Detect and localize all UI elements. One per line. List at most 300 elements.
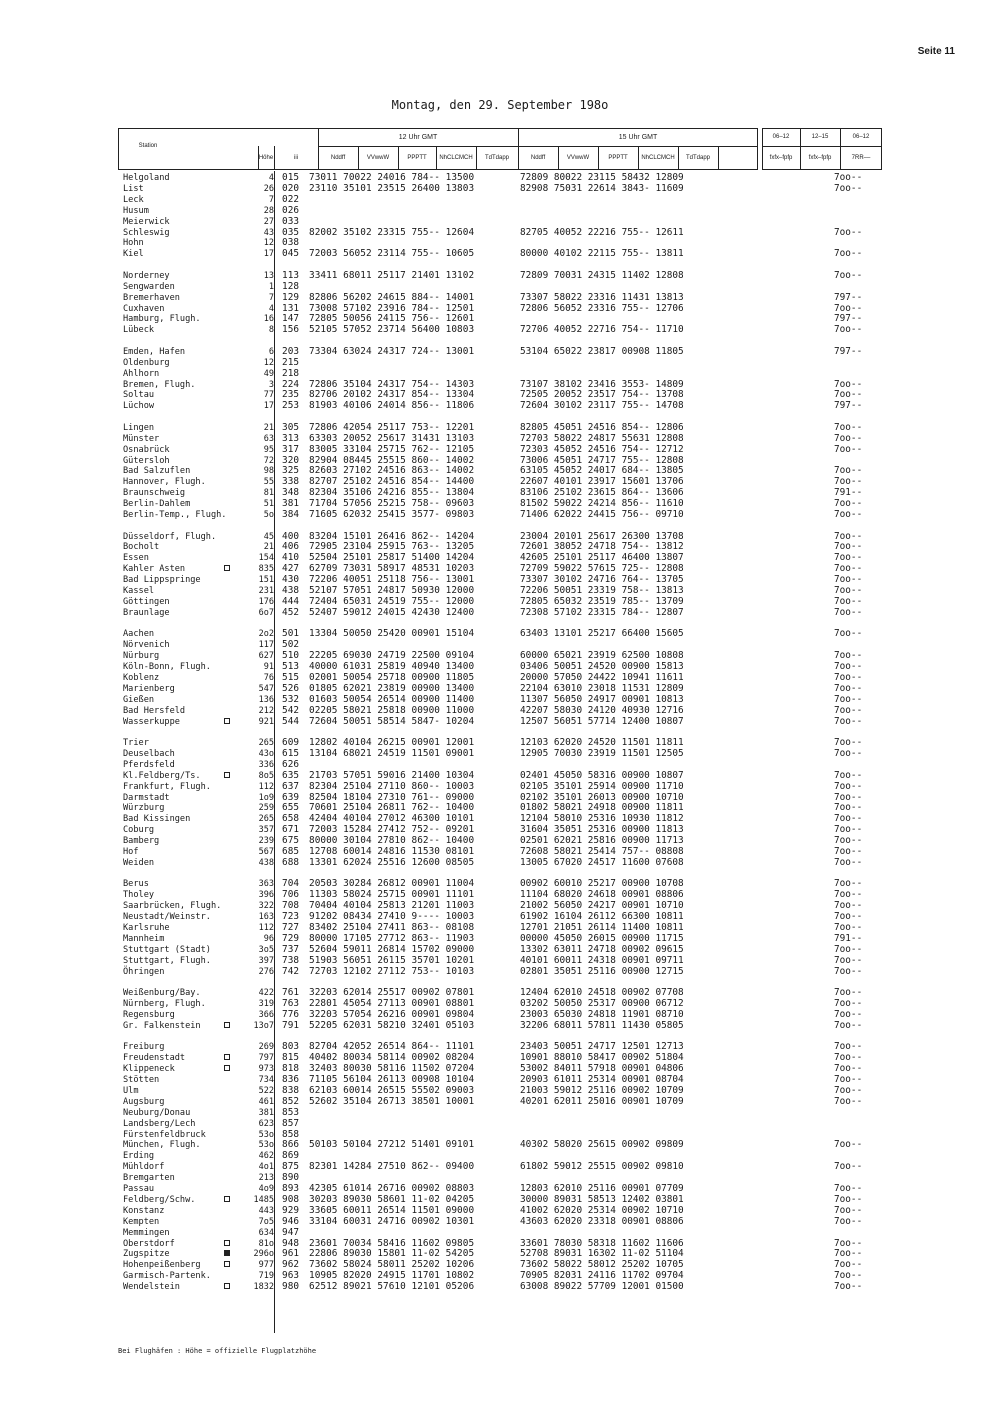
station-name: Marienberg bbox=[123, 683, 175, 694]
station-altitude: 2o2 bbox=[258, 629, 274, 640]
obs-12-gmt: 83402 25104 27411 863-- 08108 bbox=[309, 922, 475, 933]
obs-precip: 7oo-- bbox=[834, 595, 863, 607]
obs-12-gmt: 33411 68011 25117 21401 13102 bbox=[309, 269, 475, 281]
obs-precip: 7oo-- bbox=[834, 606, 863, 618]
station-altitude: 8 bbox=[268, 325, 274, 336]
obs-12-gmt: 32203 62014 25517 00902 07801 bbox=[309, 987, 475, 999]
obs-15-gmt: 33601 78030 58318 11602 11606 bbox=[520, 1237, 684, 1249]
station-altitude: 55 bbox=[263, 477, 274, 488]
station-index: 962 bbox=[282, 1259, 300, 1271]
station-name: Coburg bbox=[123, 825, 155, 836]
station-name: Husum bbox=[123, 205, 149, 216]
obs-15-gmt: 02801 35051 25116 00900 12715 bbox=[520, 965, 684, 977]
station-name: Essen bbox=[123, 553, 149, 564]
station-altitude: 21 bbox=[263, 422, 274, 433]
station-index: 452 bbox=[282, 606, 300, 618]
station-name: Konstanz bbox=[123, 1205, 165, 1216]
station-name: Bocholt bbox=[123, 542, 160, 553]
station-index: 313 bbox=[282, 432, 300, 444]
obs-15-gmt: 30000 89031 58513 12402 03801 bbox=[520, 1193, 684, 1205]
station-altitude: 296o bbox=[253, 1249, 274, 1260]
square-marker-icon bbox=[224, 1054, 230, 1060]
station-altitude: 265 bbox=[258, 738, 274, 748]
obs-precip: 7oo-- bbox=[834, 1281, 863, 1293]
station-altitude: 6o7 bbox=[258, 607, 274, 618]
obs-12-gmt: 13301 62024 25516 12600 08505 bbox=[309, 856, 475, 868]
station-name: Bad Kissingen bbox=[123, 814, 191, 825]
station-altitude: 51 bbox=[263, 499, 274, 510]
station-name: Emden, Hafen bbox=[123, 346, 186, 357]
station-name: Ulm bbox=[123, 1085, 139, 1096]
station-altitude: 7 bbox=[268, 194, 274, 205]
obs-precip: 7oo-- bbox=[834, 1248, 863, 1260]
station-index: 853 bbox=[282, 1106, 300, 1118]
obs-12-gmt: 72806 35104 24317 754-- 14303 bbox=[309, 378, 475, 390]
obs-12-gmt: 13304 50050 25420 00901 15104 bbox=[309, 628, 475, 640]
obs-15-gmt: 72505 20052 23517 754-- 13708 bbox=[520, 389, 684, 401]
obs-12-gmt: 21703 57051 59016 21400 10304 bbox=[309, 769, 475, 781]
obs-12-gmt: 40000 61031 25819 40940 13400 bbox=[309, 661, 475, 672]
station-name: Neustadt/Weinstr. bbox=[123, 912, 211, 923]
station-name: Kempten bbox=[123, 1216, 160, 1227]
station-name: Braunlage bbox=[123, 607, 170, 618]
station-name: Tholey bbox=[123, 890, 155, 901]
station-name: Neuburg/Donau bbox=[123, 1107, 191, 1118]
station-index: 325 bbox=[282, 465, 300, 477]
station-index: 609 bbox=[282, 737, 300, 748]
obs-precip: 797-- bbox=[834, 291, 863, 303]
station-name: Meierwick bbox=[123, 216, 170, 227]
station-altitude: 239 bbox=[258, 836, 274, 847]
station-index: 908 bbox=[282, 1193, 300, 1205]
obs-precip: 7oo-- bbox=[834, 889, 863, 901]
header-r1b: fxfx–fpfp bbox=[769, 155, 793, 161]
station-index: 235 bbox=[282, 389, 300, 401]
station-index: 406 bbox=[282, 541, 300, 553]
station-index: 438 bbox=[282, 585, 300, 596]
obs-15-gmt: 21002 56050 24217 00901 10710 bbox=[520, 900, 684, 912]
station-index: 320 bbox=[282, 454, 300, 466]
station-index: 427 bbox=[282, 563, 300, 575]
station-name: Freiburg bbox=[123, 1042, 165, 1053]
obs-15-gmt: 23004 20101 25617 26300 13708 bbox=[520, 530, 684, 542]
station-name: München, Flugh. bbox=[123, 1140, 201, 1151]
station-index: 776 bbox=[282, 1008, 300, 1020]
station-index: 400 bbox=[282, 530, 300, 542]
obs-12-gmt: 71105 56104 26113 00908 10104 bbox=[309, 1074, 475, 1085]
obs-precip: 797-- bbox=[834, 345, 863, 357]
station-index: 502 bbox=[282, 639, 300, 651]
obs-15-gmt: 02501 62021 25816 00900 11713 bbox=[520, 835, 684, 847]
obs-precip: 7oo-- bbox=[834, 671, 863, 683]
station-name: Klippeneck bbox=[123, 1064, 175, 1075]
obs-precip: 7oo-- bbox=[834, 563, 863, 575]
obs-12-gmt: 82304 25104 27110 860-- 10003 bbox=[309, 780, 475, 792]
station-name: Weiden bbox=[123, 857, 155, 868]
obs-15-gmt: 02102 35101 26013 00900 10710 bbox=[520, 791, 684, 803]
station-altitude: 45 bbox=[263, 531, 274, 542]
obs-15-gmt: 22104 63010 23018 11531 12809 bbox=[520, 682, 684, 694]
obs-precip: 7oo-- bbox=[834, 1204, 863, 1216]
obs-precip: 7oo-- bbox=[834, 791, 863, 803]
obs-15-gmt: 72805 65032 23519 785-- 13709 bbox=[520, 595, 684, 607]
obs-precip: 7oo-- bbox=[834, 421, 863, 433]
obs-12-gmt: 52205 62031 58210 32401 05103 bbox=[309, 1019, 475, 1031]
station-name: Ahlhorn bbox=[123, 368, 160, 379]
square-marker-icon bbox=[224, 718, 230, 724]
square-marker-icon bbox=[224, 1022, 230, 1028]
obs-15-gmt: 12905 70030 23919 11501 12505 bbox=[520, 747, 684, 759]
station-altitude: 13 bbox=[263, 270, 274, 281]
obs-15-gmt: 13302 63011 24718 00902 09615 bbox=[520, 943, 684, 955]
obs-12-gmt: 23110 35101 23515 26400 13803 bbox=[309, 182, 475, 194]
station-index: 727 bbox=[282, 922, 300, 933]
table-row bbox=[0, 716, 1000, 728]
station-index: 961 bbox=[282, 1248, 300, 1260]
station-altitude: 27 bbox=[263, 216, 274, 227]
obs-precip: 7oo-- bbox=[834, 922, 863, 933]
obs-15-gmt: 73307 30102 24716 764-- 13705 bbox=[520, 574, 684, 586]
station-name: List bbox=[123, 183, 144, 194]
station-index: 815 bbox=[282, 1052, 300, 1064]
obs-15-gmt: 73107 38102 23416 3553- 14809 bbox=[520, 378, 684, 390]
obs-precip: 7oo-- bbox=[834, 574, 863, 586]
station-altitude: 7 bbox=[268, 292, 274, 303]
station-index: 852 bbox=[282, 1095, 300, 1107]
station-index: 147 bbox=[282, 313, 300, 325]
header-iii: iii bbox=[294, 155, 298, 161]
station-altitude: 77 bbox=[263, 390, 274, 401]
obs-12-gmt: 72703 12102 27112 753-- 10103 bbox=[309, 965, 475, 977]
station-altitude: 1485 bbox=[253, 1194, 274, 1205]
station-name: Augsburg bbox=[123, 1096, 165, 1107]
station-altitude: 12 bbox=[263, 357, 274, 368]
station-name: Bremgarten bbox=[123, 1173, 175, 1184]
station-index: 513 bbox=[282, 661, 300, 672]
station-altitude: 719 bbox=[258, 1271, 274, 1282]
station-index: 156 bbox=[282, 324, 300, 336]
station-altitude: 835 bbox=[258, 564, 274, 575]
station-index: 035 bbox=[282, 226, 300, 238]
obs-12-gmt: 82904 08445 25515 860-- 14002 bbox=[309, 454, 475, 466]
table-row bbox=[0, 248, 1000, 260]
station-name: Nörvenich bbox=[123, 640, 170, 651]
obs-12-gmt: 23601 70034 58416 11602 09805 bbox=[309, 1237, 475, 1249]
obs-precip: 7oo-- bbox=[834, 172, 863, 183]
obs-12-gmt: 72003 15284 27412 752-- 09201 bbox=[309, 824, 475, 836]
station-altitude: 231 bbox=[258, 586, 274, 596]
obs-12-gmt: 82301 14284 27510 862-- 09400 bbox=[309, 1161, 475, 1173]
obs-12-gmt: 82704 42052 26514 864-- 11101 bbox=[309, 1041, 475, 1053]
obs-12-gmt: 20503 30284 26812 00901 11004 bbox=[309, 878, 475, 890]
header-r1: 06–12 bbox=[772, 134, 790, 140]
obs-12-gmt: 52107 57051 24817 50930 12000 bbox=[309, 585, 475, 596]
station-name: Bremerhaven bbox=[123, 292, 180, 303]
square-marker-icon bbox=[224, 1261, 230, 1267]
station-index: 131 bbox=[282, 302, 300, 314]
obs-precip: 7oo-- bbox=[834, 1139, 863, 1151]
station-name: Pferdsfeld bbox=[123, 759, 175, 770]
obs-12-gmt: 72206 40051 25118 756-- 13001 bbox=[309, 574, 475, 586]
station-altitude: 49 bbox=[263, 368, 274, 379]
table-row bbox=[0, 966, 1000, 978]
station-altitude: 634 bbox=[258, 1227, 274, 1238]
obs-15-gmt: 03406 50051 24520 00900 15813 bbox=[520, 661, 684, 672]
obs-15-gmt: 01802 58021 24918 00900 11811 bbox=[520, 802, 684, 814]
station-index: 836 bbox=[282, 1074, 300, 1085]
obs-precip: 7oo-- bbox=[834, 900, 863, 912]
station-altitude: 623 bbox=[258, 1118, 274, 1129]
station-altitude: 76 bbox=[263, 672, 274, 683]
obs-precip: 7oo-- bbox=[834, 432, 863, 444]
table-row bbox=[0, 1020, 1000, 1032]
station-index: 729 bbox=[282, 932, 300, 944]
obs-15-gmt: 11104 68020 24618 00901 08806 bbox=[520, 889, 684, 901]
obs-12-gmt: 52604 59011 26814 15702 09000 bbox=[309, 943, 475, 955]
station-name: Landsberg/Lech bbox=[123, 1118, 196, 1129]
obs-precip: 7oo-- bbox=[834, 1193, 863, 1205]
station-index: 708 bbox=[282, 900, 300, 912]
obs-precip: 7oo-- bbox=[834, 965, 863, 977]
station-altitude: 627 bbox=[258, 651, 274, 662]
obs-precip: 797-- bbox=[834, 400, 863, 412]
station-index: 869 bbox=[282, 1150, 300, 1162]
station-name: Bamberg bbox=[123, 836, 160, 847]
station-index: 410 bbox=[282, 552, 300, 564]
station-altitude: 1 bbox=[268, 281, 274, 292]
obs-15-gmt: 71406 62022 24415 756-- 09710 bbox=[520, 509, 684, 520]
obs-precip: 7oo-- bbox=[834, 911, 863, 923]
station-name: Berlin-Temp., Flugh. bbox=[123, 510, 227, 520]
obs-precip: 7oo-- bbox=[834, 269, 863, 281]
obs-15-gmt: 12803 62010 25116 00901 07709 bbox=[520, 1183, 684, 1194]
obs-15-gmt: 12104 58010 25316 10930 11812 bbox=[520, 813, 684, 825]
obs-15-gmt: 23403 50051 24717 12501 12713 bbox=[520, 1041, 684, 1053]
station-index: 510 bbox=[282, 650, 300, 662]
obs-15-gmt: 10901 88010 58417 00902 51804 bbox=[520, 1052, 684, 1064]
station-altitude: 319 bbox=[258, 999, 274, 1009]
station-index: 946 bbox=[282, 1215, 300, 1227]
header-col-vvwww-15: VVwwW bbox=[566, 155, 590, 161]
obs-precip: 7oo-- bbox=[834, 541, 863, 553]
obs-precip: 7oo-- bbox=[834, 769, 863, 781]
station-name: Regensburg bbox=[123, 1009, 175, 1020]
obs-15-gmt: 11307 56050 24917 00901 10813 bbox=[520, 693, 684, 705]
station-name: Berlin-Dahlem bbox=[123, 499, 191, 510]
obs-15-gmt: 73307 58022 23316 11431 13813 bbox=[520, 291, 684, 303]
obs-precip: 7oo-- bbox=[834, 1019, 863, 1031]
station-index: 803 bbox=[282, 1041, 300, 1053]
obs-12-gmt: 73602 58024 58011 25202 10206 bbox=[309, 1259, 475, 1271]
station-altitude: 8o5 bbox=[258, 770, 274, 781]
station-index: 857 bbox=[282, 1117, 300, 1129]
obs-12-gmt: 01805 62021 23819 00900 13400 bbox=[309, 682, 475, 694]
station-altitude: 734 bbox=[258, 1075, 274, 1085]
obs-15-gmt: 60000 65021 23919 62500 10808 bbox=[520, 650, 684, 662]
station-name: Helgoland bbox=[123, 173, 170, 183]
obs-15-gmt: 12507 56051 57714 12400 10807 bbox=[520, 715, 684, 727]
header-col-dew-15: TdTdapp bbox=[685, 155, 710, 161]
station-index: 532 bbox=[282, 693, 300, 705]
station-altitude: 397 bbox=[258, 955, 274, 966]
station-altitude: 973 bbox=[258, 1064, 274, 1075]
station-altitude: 1o9 bbox=[258, 792, 274, 803]
station-altitude: 213 bbox=[258, 1173, 274, 1184]
station-index: 893 bbox=[282, 1183, 300, 1194]
square-marker-icon bbox=[224, 565, 230, 571]
station-index: 526 bbox=[282, 682, 300, 694]
station-name: Memmingen bbox=[123, 1227, 170, 1238]
station-altitude: 63 bbox=[263, 433, 274, 444]
station-index: 704 bbox=[282, 878, 300, 890]
station-index: 129 bbox=[282, 291, 300, 303]
station-altitude: 422 bbox=[258, 988, 274, 999]
station-name: Hof bbox=[123, 847, 139, 857]
obs-15-gmt: 63403 13101 25217 66400 15605 bbox=[520, 628, 684, 640]
obs-15-gmt: 02105 35101 25914 00900 11710 bbox=[520, 780, 684, 792]
obs-12-gmt: 32403 80030 58116 11502 07204 bbox=[309, 1063, 475, 1075]
obs-12-gmt: 52105 57052 23714 56400 10803 bbox=[309, 324, 475, 336]
obs-15-gmt: 72706 40052 22716 754-- 11710 bbox=[520, 324, 684, 336]
obs-12-gmt: 62512 89021 57610 12101 05206 bbox=[309, 1281, 475, 1293]
obs-15-gmt: 80000 40102 22115 755-- 13811 bbox=[520, 248, 684, 260]
station-index: 963 bbox=[282, 1270, 300, 1282]
station-index: 542 bbox=[282, 704, 300, 716]
obs-15-gmt: 72604 30102 23117 755-- 14708 bbox=[520, 400, 684, 412]
station-index: 305 bbox=[282, 421, 300, 433]
obs-12-gmt: 82002 35102 23315 755-- 12604 bbox=[309, 226, 475, 238]
station-altitude: 21 bbox=[263, 542, 274, 553]
station-name: Zugspitze bbox=[123, 1249, 170, 1260]
header-col-ppptt: PPPTT bbox=[407, 155, 427, 161]
station-index: 858 bbox=[282, 1128, 300, 1140]
station-name: Osnabrück bbox=[123, 444, 170, 455]
station-altitude: 112 bbox=[258, 923, 274, 933]
station-name: Darmstadt bbox=[123, 792, 170, 803]
table-row bbox=[0, 324, 1000, 336]
header-col-vvwww: VVwwW bbox=[366, 155, 390, 161]
station-index: 980 bbox=[282, 1281, 300, 1293]
obs-12-gmt: 02205 58021 25818 00900 11000 bbox=[309, 704, 475, 716]
obs-precip: 7oo-- bbox=[834, 661, 863, 672]
obs-12-gmt: 33605 60011 26514 11501 09000 bbox=[309, 1204, 475, 1216]
station-name: Aachen bbox=[123, 629, 155, 640]
station-name: Bad Lippspringe bbox=[123, 575, 201, 586]
obs-12-gmt: 42305 61014 26716 00902 08803 bbox=[309, 1183, 475, 1194]
station-name: Kassel bbox=[123, 586, 155, 596]
station-altitude: 462 bbox=[258, 1151, 274, 1162]
obs-12-gmt: 73008 57102 23916 784-- 12501 bbox=[309, 302, 475, 314]
obs-precip: 7oo-- bbox=[834, 878, 863, 890]
obs-12-gmt: 01603 50054 26514 00900 11400 bbox=[309, 693, 475, 705]
obs-12-gmt: 50103 50104 27212 51401 09101 bbox=[309, 1139, 475, 1151]
obs-precip: 7oo-- bbox=[834, 585, 863, 596]
station-altitude: 363 bbox=[258, 879, 274, 890]
obs-12-gmt: 52407 59012 24015 42430 12400 bbox=[309, 606, 475, 618]
obs-precip: 7oo-- bbox=[834, 835, 863, 847]
station-altitude: 12 bbox=[263, 238, 274, 249]
obs-12-gmt: 22806 89030 15801 11-02 54205 bbox=[309, 1248, 475, 1260]
obs-15-gmt: 72709 59022 57615 725-- 12808 bbox=[520, 563, 684, 575]
station-name: Bremen, Flugh. bbox=[123, 379, 196, 390]
station-name: Mühldorf bbox=[123, 1162, 165, 1173]
station-name: Nürnberg, Flugh. bbox=[123, 999, 206, 1009]
station-index: 791 bbox=[282, 1019, 300, 1031]
station-altitude: 72 bbox=[263, 455, 274, 466]
station-index: 444 bbox=[282, 595, 300, 607]
station-name: Oldenburg bbox=[123, 357, 170, 368]
obs-15-gmt: 52708 89031 16302 11-02 51104 bbox=[520, 1248, 684, 1260]
obs-15-gmt: 20903 61011 25314 00901 08704 bbox=[520, 1074, 684, 1085]
obs-12-gmt: 71605 62032 25415 3577- 09803 bbox=[309, 509, 475, 520]
obs-12-gmt: 62103 60014 26515 55502 09003 bbox=[309, 1084, 475, 1096]
station-name: Karlsruhe bbox=[123, 923, 170, 933]
obs-precip: 7oo-- bbox=[834, 1095, 863, 1107]
obs-12-gmt: 13104 68021 24519 11501 09001 bbox=[309, 747, 475, 759]
station-altitude: 259 bbox=[258, 803, 274, 814]
obs-12-gmt: 32203 57054 26216 00901 09804 bbox=[309, 1008, 475, 1020]
obs-precip: 7oo-- bbox=[834, 682, 863, 694]
obs-precip: 7oo-- bbox=[834, 737, 863, 748]
station-altitude: 4 bbox=[268, 303, 274, 314]
obs-15-gmt: 72608 58021 25414 757-- 08808 bbox=[520, 846, 684, 857]
obs-12-gmt: 82707 25102 24516 854-- 14400 bbox=[309, 476, 475, 488]
obs-precip: 7oo-- bbox=[834, 324, 863, 336]
obs-precip: 7oo-- bbox=[834, 1259, 863, 1271]
station-index: 637 bbox=[282, 780, 300, 792]
obs-12-gmt: 82706 20102 24317 854-- 13304 bbox=[309, 389, 475, 401]
obs-15-gmt: 23003 65030 24818 11901 08710 bbox=[520, 1008, 684, 1020]
obs-15-gmt: 40302 58020 25615 00902 09809 bbox=[520, 1139, 684, 1151]
station-index: 022 bbox=[282, 193, 300, 205]
obs-precip: 791-- bbox=[834, 487, 863, 499]
station-name: Kl.Feldberg/Ts. bbox=[123, 770, 201, 781]
station-index: 615 bbox=[282, 747, 300, 759]
station-index: 020 bbox=[282, 182, 300, 194]
obs-12-gmt: 02001 50054 25718 00900 11805 bbox=[309, 671, 475, 683]
obs-12-gmt: 80000 30104 27810 862-- 10400 bbox=[309, 835, 475, 847]
station-name: Oberstdorf bbox=[123, 1238, 175, 1249]
station-altitude: 212 bbox=[258, 705, 274, 716]
station-name: Köln-Bonn, Flugh. bbox=[123, 662, 211, 672]
obs-12-gmt: 22801 45054 27113 00901 08801 bbox=[309, 998, 475, 1009]
station-index: 875 bbox=[282, 1161, 300, 1173]
obs-12-gmt: 70404 40104 25813 21201 11003 bbox=[309, 900, 475, 912]
station-name: Lübeck bbox=[123, 325, 155, 336]
obs-precip: 7oo-- bbox=[834, 987, 863, 999]
station-index: 737 bbox=[282, 943, 300, 955]
station-name: Koblenz bbox=[123, 672, 160, 683]
obs-15-gmt: 81502 59022 24214 856-- 11610 bbox=[520, 498, 684, 510]
obs-precip: 7oo-- bbox=[834, 226, 863, 238]
obs-precip: 7oo-- bbox=[834, 1008, 863, 1020]
station-name: Kiel bbox=[123, 249, 144, 260]
station-altitude: 17 bbox=[263, 249, 274, 260]
obs-precip: 7oo-- bbox=[834, 509, 863, 520]
obs-precip: 797-- bbox=[834, 313, 863, 325]
station-name: Fürstenfeldbruck bbox=[123, 1129, 206, 1140]
station-index: 501 bbox=[282, 628, 300, 640]
obs-precip: 7oo-- bbox=[834, 802, 863, 814]
station-altitude: 53o bbox=[258, 1140, 274, 1151]
station-name: Cuxhaven bbox=[123, 303, 165, 314]
station-name: Hohenpeißenberg bbox=[123, 1260, 201, 1271]
station-altitude: 443 bbox=[258, 1205, 274, 1216]
station-index: 688 bbox=[282, 856, 300, 868]
obs-15-gmt: 72206 50051 23319 758-- 13813 bbox=[520, 585, 684, 596]
station-name: Würzburg bbox=[123, 803, 165, 814]
obs-15-gmt: 82705 40052 22216 755-- 12611 bbox=[520, 226, 684, 238]
